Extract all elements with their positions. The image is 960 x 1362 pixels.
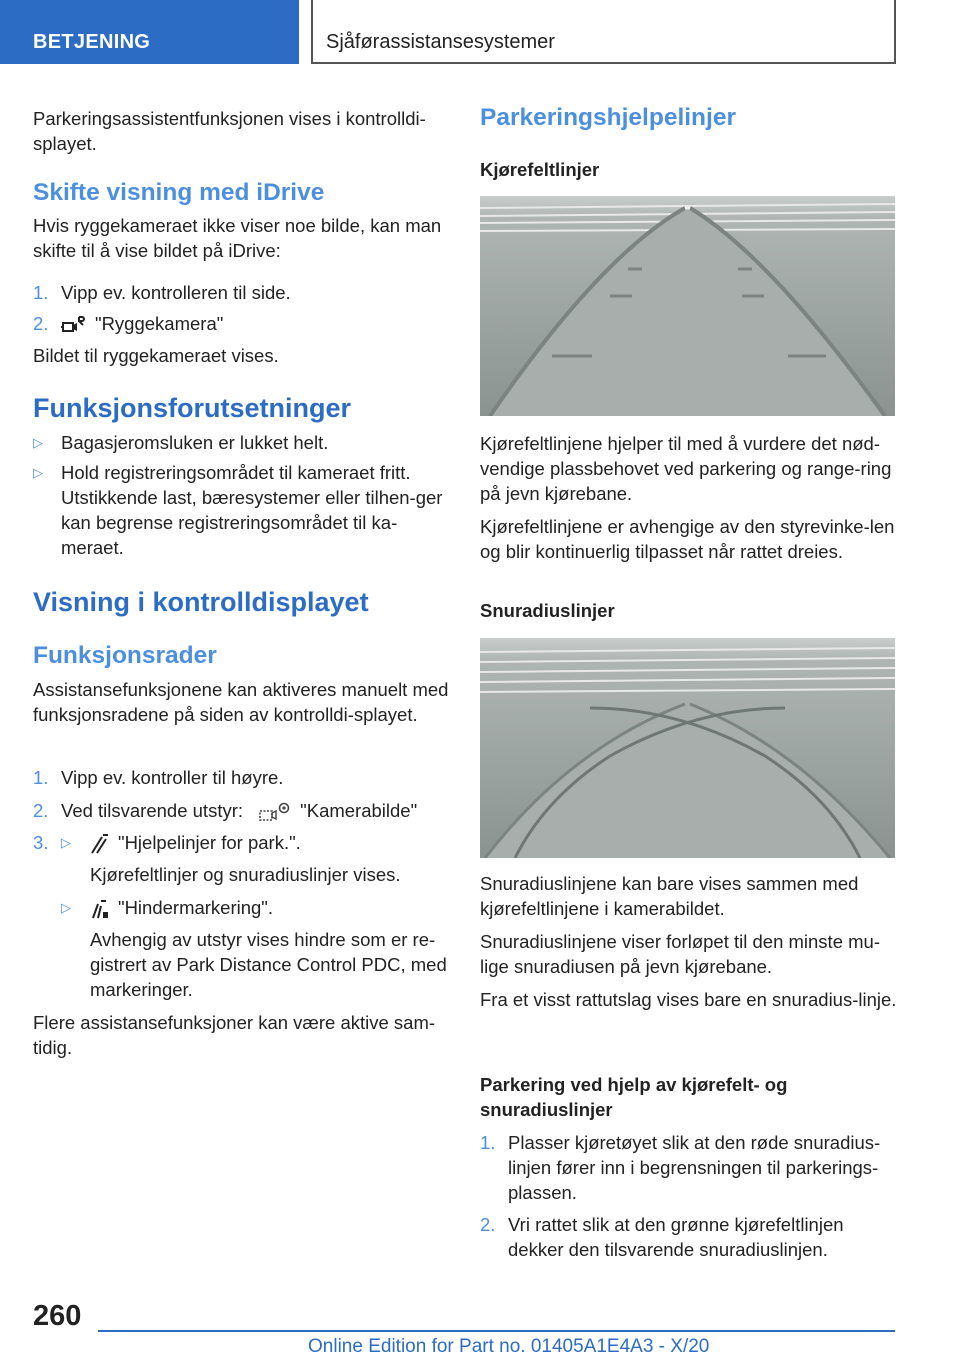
rows-sub-item-2 [33, 895, 451, 920]
turn-text-2: Snuradiuslinjene viser forløpet til den minste mu-lige snuradiusen på jevn kjørebane. [480, 931, 880, 977]
display-heading: Visning i kontrolldisplayet [33, 587, 369, 617]
sub-item-2-text: Avhengig av utstyr vises hindre som er re-gistrert av Park Distance Control PDC, med markeringer. [90, 929, 447, 1000]
rows-step-1 [33, 765, 451, 790]
lane-text-1: Kjørefeltlinjene hjelper til med å vurdere det nød-vendige plassbehovet ved parkering og range-ring på jevn kjørebane. [480, 433, 892, 504]
footer-divider [98, 1330, 895, 1332]
parking-guide-lines-icon [90, 833, 110, 855]
rows-text: Assistansefunksjonene kan aktiveres manuelt med funksjonsradene på siden av kontrolldi-splayet. [33, 679, 449, 725]
req-text: Hold registreringsområdet til kameraet fritt. Utstikkende last, bæresystemer eller tilhen-ger kan begrense registreringsområdet til ka-meraet. [61, 462, 443, 558]
turn-lines-illustration [480, 638, 895, 858]
turn-text-3: Fra et visst rattutslag vises bare en snuradius-linje. [480, 989, 897, 1010]
step-text: "Ryggekamera" [95, 313, 224, 334]
edition-text: Online Edition for Part no. 01405A1E4A3 - X/20 [308, 1336, 710, 1357]
camera-settings-icon [258, 801, 292, 823]
triangle-bullet-icon: ▷ [61, 900, 71, 915]
triangle-bullet-icon: ▷ [61, 835, 71, 850]
step-number: 1. [33, 767, 49, 788]
park-step-2 [480, 1212, 898, 1262]
step-text: Ved tilsvarende utstyr: [61, 800, 244, 821]
step-number: 1. [33, 282, 49, 303]
turn-text-1: Snuradiuslinjene kan bare vises sammen med kjørefeltlinjene i kamerabildet. [480, 873, 859, 919]
lane-lines-figure [480, 196, 895, 416]
req-text: Bagasjeromsluken er lukket helt. [61, 432, 329, 453]
switch-result: Bildet til ryggekameraet vises. [33, 345, 279, 366]
switch-heading: Skifte visning med iDrive [33, 179, 325, 206]
step-number: 1. [480, 1132, 496, 1153]
lane-lines-illustration [480, 196, 895, 416]
sub-item-1-text: Kjørefeltlinjer og snuradiuslinjer vises. [90, 864, 401, 885]
section-tab [0, 0, 299, 64]
switch-step-2 [33, 311, 451, 336]
step-number: 2. [33, 800, 49, 821]
section-label: BETJENING [33, 31, 151, 53]
rows-heading: Funksjonsrader [33, 642, 217, 669]
obstacle-marking-icon [90, 898, 110, 920]
rear-camera-icon [61, 315, 87, 335]
step-text: Vri rattet slik at den grønne kjørefeltlinjen dekker den tilsvarende snuradiuslinjen. [508, 1214, 844, 1260]
turn-lines-heading: Snuradiuslinjer [480, 600, 615, 621]
step-number: 2. [480, 1214, 496, 1235]
step-text: Vipp ev. kontrolleren til side. [61, 282, 291, 303]
rows-step-2 [33, 798, 451, 823]
sub-item-2-label: "Hindermarkering". [118, 897, 274, 918]
closing-text: Flere assistansefunksjoner kan være aktive sam-tidig. [33, 1012, 436, 1058]
chapter-header [311, 0, 896, 64]
switch-step-1 [33, 280, 451, 305]
req-item-2 [33, 460, 451, 560]
triangle-bullet-icon: ▷ [33, 435, 43, 450]
switch-text: Hvis ryggekameraet ikke viser noe bilde, kan man skifte til å vise bildet på iDrive: [33, 215, 442, 261]
step-number: 3. [33, 832, 49, 853]
req-item-1 [33, 430, 451, 455]
step-text: Plasser kjøretøyet slik at den røde snuradius-linjen fører inn i begrensningen til parkerings-plassen. [508, 1132, 881, 1203]
intro-text: Parkeringsassistentfunksjonen vises i kontrolldi- splayet. [33, 108, 426, 154]
step-text: Vipp ev. kontroller til høyre. [61, 767, 284, 788]
step-number: 2. [33, 313, 49, 334]
step-text: "Hjelpelinjer for park.". [118, 832, 301, 853]
step-extra: "Kamerabilde" [300, 800, 418, 821]
park-step-1 [480, 1130, 898, 1205]
lane-lines-heading: Kjørefeltlinjer [480, 159, 600, 180]
triangle-bullet-icon: ▷ [33, 465, 43, 480]
requirements-heading: Funksjonsforutsetninger [33, 393, 352, 423]
turn-lines-figure [480, 638, 895, 858]
parking-heading: Parkering ved hjelp av kjørefelt- og snuradiuslinjer [480, 1074, 788, 1120]
page-number: 260 [33, 1300, 82, 1332]
rows-step-3 [33, 830, 451, 855]
lane-text-2: Kjørefeltlinjene er avhengige av den styrevinke-len og blir kontinuerlig tilpasset når rattet dreies. [480, 516, 895, 562]
chapter-label: Sjåførassistansesystemer [326, 31, 555, 53]
guidelines-heading: Parkeringshjelpelinjer [480, 104, 736, 131]
